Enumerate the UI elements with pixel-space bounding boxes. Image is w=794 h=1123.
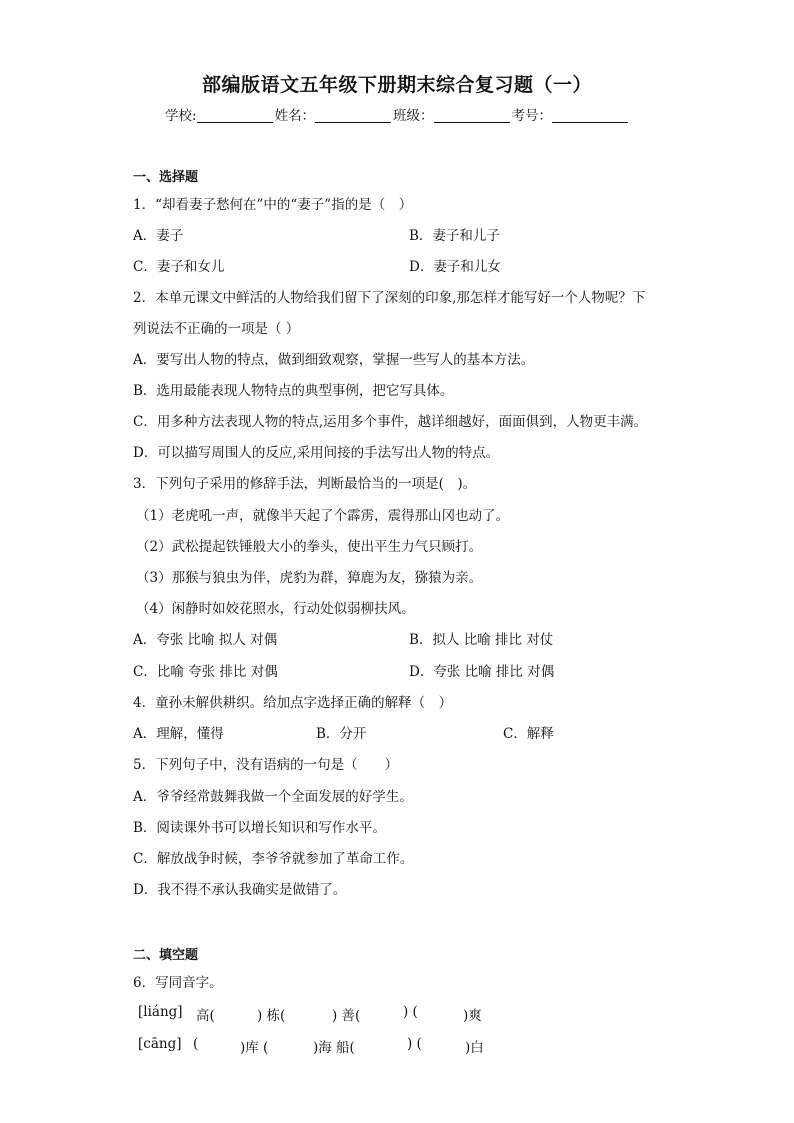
q5-option-a: A．爷爷经常鼓舞我做一个全面发展的好学生。 [133, 789, 413, 805]
q5-option-b: B．阅读课外书可以增长知识和写作水平。 [133, 820, 386, 836]
q4-option-a: A．理解，懂得 [133, 726, 224, 742]
school-blank[interactable] [197, 108, 273, 123]
number-label: 考号： [511, 108, 553, 124]
student-info-line [165, 104, 630, 124]
q3-sentence-4: （4）闲静时如姣花照水，行动处似弱柳扶风。 [136, 601, 415, 617]
q2-option-d: D．可以描写周围人的反应,采用间接的手法写出人物的特点。 [133, 445, 500, 461]
q6-row1-seg2: ) 栋( [257, 1008, 286, 1024]
pinyin-cang: [cāng] [138, 1036, 182, 1052]
pinyin-liang: [liáng] [138, 1004, 183, 1020]
q6-row2-seg3: )海 船( [313, 1040, 355, 1056]
q1-stem: 1．“却看妻子愁何在”中的“妻子”指的是（ ） [133, 197, 413, 213]
q3-sentence-2: （2）武松提起铁锤般大小的拳头，使出平生力气只顾打。 [136, 539, 483, 555]
q4-stem: 4．童孙未解供耕织。给加点字选择正确的解释（ ） [133, 695, 453, 711]
q2-stem-line2: 列说法不正确的一项是（ ） [133, 321, 300, 337]
number-blank[interactable] [552, 108, 628, 123]
q2-option-a: A．要写出人物的特点，做到细致观察，掌握一些写人的基本方法。 [133, 352, 535, 368]
q5-option-d: D．我不得不承认我确实是做错了。 [133, 882, 347, 898]
q6-row2-seg1: ( [193, 1036, 199, 1052]
name-blank[interactable] [315, 108, 391, 123]
q4-option-b: B．分开 [316, 726, 367, 742]
q3-option-c: C．比喻 夸张 排比 对偶 [133, 664, 278, 680]
school-label: 学校: [165, 108, 197, 124]
q6-stem: 6．写同音字。 [133, 975, 223, 991]
section-heading-choice: 一、选择题 [133, 170, 199, 185]
q6-row1-seg1: 高( [196, 1008, 215, 1024]
q3-sentence-3: （3）那猴与狼虫为伴，虎豹为群，獐鹿为友，猕猿为亲。 [136, 570, 483, 586]
q6-row1-seg4: ) ( [403, 1004, 418, 1020]
class-label: 班级： [393, 108, 434, 124]
q6-row1-seg5: )爽 [463, 1008, 482, 1024]
page-title: 部编版语文五年级下册期末综合复习题（一） [201, 74, 592, 96]
q3-stem: 3．下列句子采用的修辞手法，判断最恰当的一项是( )。 [133, 476, 477, 492]
q2-stem-line1: 2．本单元课文中鲜活的人物给我们留下了深刻的印象,那怎样才能写好一个人物呢？下 [133, 290, 646, 306]
q1-option-c: C．妻子和女儿 [133, 259, 225, 275]
q6-row2-seg2: )库 ( [240, 1040, 269, 1056]
q3-option-a: A．夸张 比喻 拟人 对偶 [133, 632, 278, 648]
q6-row1-seg3: ) 善( [332, 1008, 361, 1024]
q3-sentence-1: （1）老虎吼一声，就像半天起了个霹雳，震得那山冈也动了。 [136, 508, 510, 524]
q2-option-b: B．选用最能表现人物特点的典型事例，把它写具体。 [133, 383, 454, 399]
section-heading-fill: 二、填空题 [133, 948, 199, 963]
q2-option-c: C．用多种方法表现人物的特点,运用多个事件，越详细越好，面面俱到，人物更丰满。 [133, 414, 648, 430]
q3-option-b: B．拟人 比喻 排比 对仗 [409, 632, 554, 648]
q5-stem: 5．下列句子中，没有语病的一句是（ ） [133, 757, 399, 773]
q6-row2-seg4: ) ( [407, 1036, 422, 1052]
q3-option-d: D．夸张 比喻 排比 对偶 [409, 664, 555, 680]
q4-option-c: C．解释 [503, 726, 554, 742]
q5-option-c: C．解放战争时候，李爷爷就参加了革命工作。 [133, 851, 414, 867]
class-blank[interactable] [434, 108, 510, 123]
q6-row2-seg5: )白 [465, 1040, 484, 1056]
name-label: 姓名： [274, 108, 316, 124]
q1-option-a: A．妻子 [133, 228, 184, 244]
q1-option-b: B．妻子和儿子 [409, 228, 500, 244]
q1-option-d: D．妻子和儿女 [409, 259, 501, 275]
